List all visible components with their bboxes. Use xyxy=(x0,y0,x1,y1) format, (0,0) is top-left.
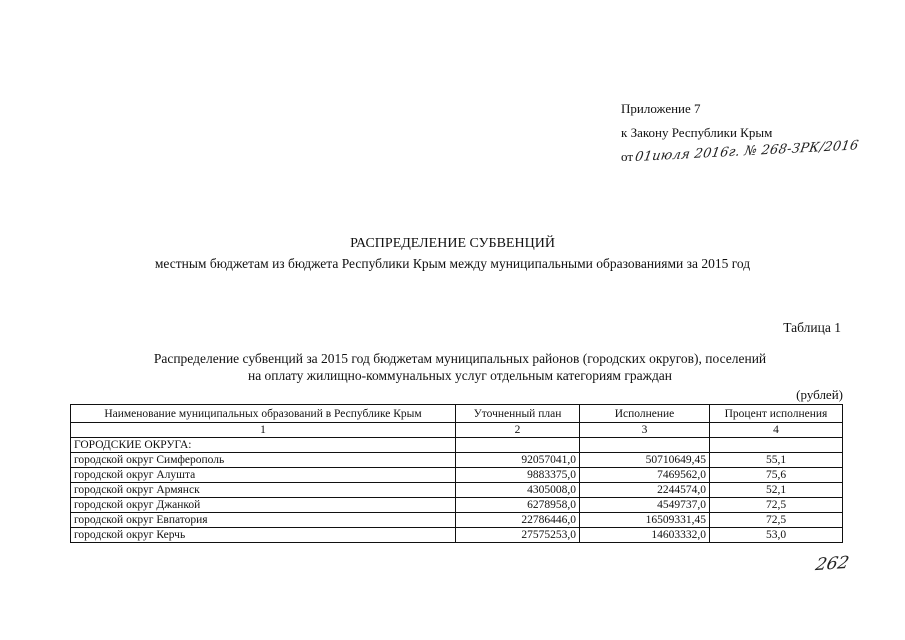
table-row xyxy=(71,483,843,498)
subventions-table xyxy=(70,404,843,543)
execution-cell: 4549737,0 xyxy=(580,498,710,513)
table-row xyxy=(71,513,843,528)
appendix-date-prefix: от xyxy=(621,149,634,164)
empty-cell xyxy=(710,438,843,453)
table-caption xyxy=(0,350,905,384)
column-index: 1 xyxy=(71,423,456,438)
percent-cell: 55,1 xyxy=(710,453,843,468)
percent-cell: 53,0 xyxy=(710,528,843,543)
municipality-cell: городской округ Алушта xyxy=(71,468,456,483)
execution-cell: 7469562,0 xyxy=(580,468,710,483)
header-municipality: Наименование муниципальных образований в Республике Крым xyxy=(71,405,456,423)
table-header-row xyxy=(71,405,843,423)
header-percent: Процент исполнения xyxy=(710,405,843,423)
document-title: РАСПРЕДЕЛЕНИЕ СУБВЕНЦИЙ xyxy=(350,236,555,251)
handwritten-date-number: 01июля 2016г. № 268-ЗРК/2016 xyxy=(633,138,860,166)
table-number-label: Таблица 1 xyxy=(783,320,841,335)
table-row xyxy=(71,528,843,543)
table-row xyxy=(71,498,843,513)
execution-cell: 14603332,0 xyxy=(580,528,710,543)
column-index: 3 xyxy=(580,423,710,438)
handwritten-page-number: 262 xyxy=(813,552,851,576)
municipality-cell: городской округ Симферополь xyxy=(71,453,456,468)
municipality-cell: городской округ Евпатория xyxy=(71,513,456,528)
percent-cell: 75,6 xyxy=(710,468,843,483)
plan-cell: 92057041,0 xyxy=(456,453,580,468)
empty-cell xyxy=(580,438,710,453)
table-row xyxy=(71,468,843,483)
appendix-block xyxy=(621,97,859,170)
empty-cell xyxy=(456,438,580,453)
execution-cell: 16509331,45 xyxy=(580,513,710,528)
plan-cell: 9883375,0 xyxy=(456,468,580,483)
header-plan: Уточненный план xyxy=(456,405,580,423)
column-index: 2 xyxy=(456,423,580,438)
currency-note: (рублей) xyxy=(796,387,843,402)
execution-cell: 50710649,45 xyxy=(580,453,710,468)
percent-cell: 72,5 xyxy=(710,513,843,528)
plan-cell: 6278958,0 xyxy=(456,498,580,513)
table-caption-line-1: Распределение субвенций за 2015 год бюджетам муниципальных районов (городских округов), поселений xyxy=(153,351,767,366)
percent-cell: 72,5 xyxy=(710,498,843,513)
plan-cell: 4305008,0 xyxy=(456,483,580,498)
column-index: 4 xyxy=(710,423,843,438)
appendix-line-1: Приложение 7 xyxy=(621,101,701,116)
municipality-cell: городской округ Джанкой xyxy=(71,498,456,513)
appendix-line-3 xyxy=(621,138,860,170)
plan-cell: 22786446,0 xyxy=(456,513,580,528)
header-execution: Исполнение xyxy=(580,405,710,423)
municipality-cell: городской округ Армянск xyxy=(71,483,456,498)
municipality-cell: городской округ Керчь xyxy=(71,528,456,543)
percent-cell: 52,1 xyxy=(710,483,843,498)
column-index-row xyxy=(71,423,843,438)
execution-cell: 2244574,0 xyxy=(580,483,710,498)
appendix-line-2: к Закону Республики Крым xyxy=(621,125,773,140)
section-title: ГОРОДСКИЕ ОКРУГА: xyxy=(71,438,456,453)
section-row xyxy=(71,438,843,453)
plan-cell: 27575253,0 xyxy=(456,528,580,543)
table-caption-line-2: на оплату жилищно-коммунальных услуг отдельным категориям граждан xyxy=(247,368,673,383)
table-row xyxy=(71,453,843,468)
document-subtitle: местным бюджетам из бюджета Республики Крым между муниципальными образованиями за 2015 год xyxy=(154,256,751,271)
